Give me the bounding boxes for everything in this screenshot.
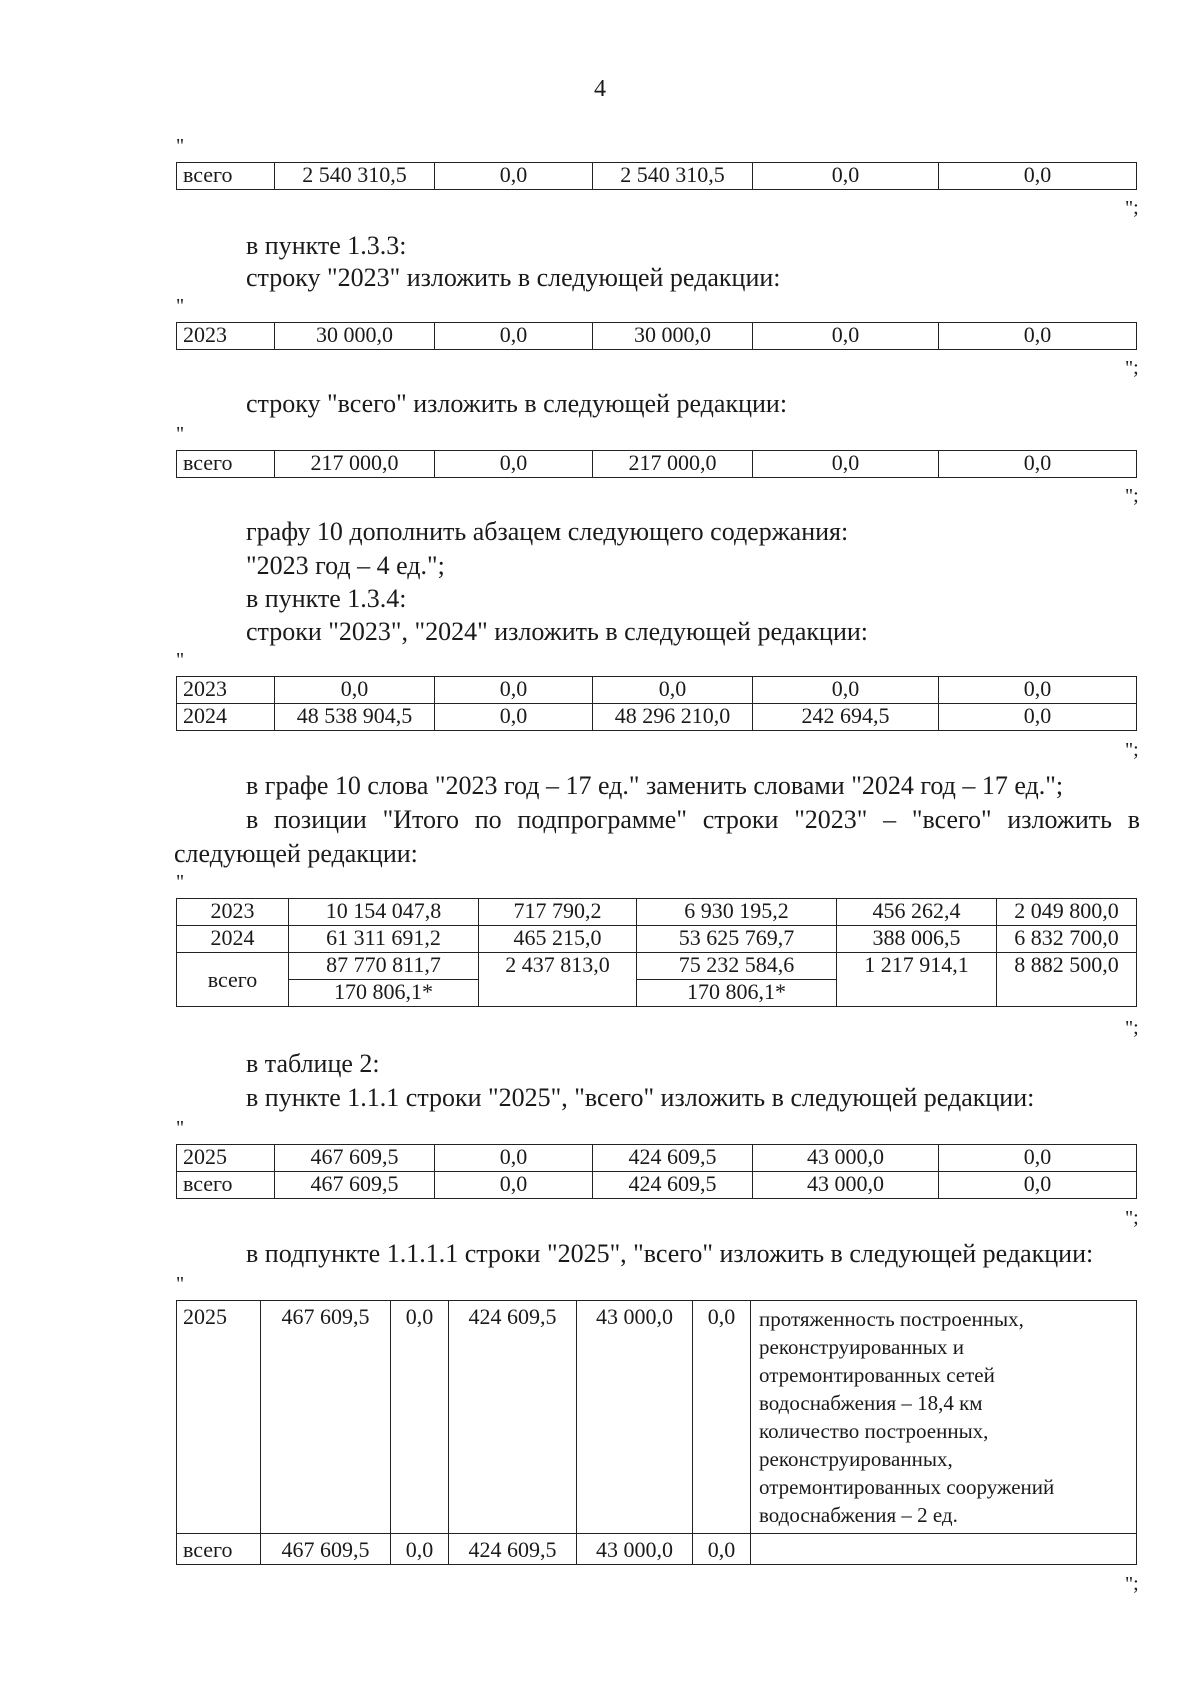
cell: 2023: [177, 323, 275, 350]
indicator-description: [751, 1301, 1137, 1534]
open-quote: ": [176, 1117, 185, 1139]
table-row: [177, 1301, 1137, 1534]
paragraph: "2023 год – 4 ед.";: [246, 551, 445, 580]
cell: 0,0: [939, 1172, 1137, 1199]
paragraph: строку "всего" изложить в следующей редакции:: [246, 389, 788, 418]
desc-line: реконструированных и: [759, 1335, 964, 1359]
cell: 43 000,0: [753, 1145, 939, 1172]
cell: 467 609,5: [275, 1145, 435, 1172]
cell: 43 000,0: [753, 1172, 939, 1199]
cell: 0,0: [435, 704, 593, 731]
paragraph: в пункте 1.1.1 строки "2025", "всего" изложить в следующей редакции:: [246, 1083, 1035, 1112]
cell: 87 770 811,7: [289, 953, 479, 980]
cell: 0,0: [391, 1301, 449, 1534]
cell: всего: [177, 1534, 261, 1565]
close-mark: ";: [1125, 485, 1139, 507]
cell: 0,0: [753, 451, 939, 478]
cell: 0,0: [693, 1534, 751, 1565]
table-rows-2025-total: [176, 1144, 1137, 1199]
close-mark: ";: [1125, 1207, 1139, 1229]
cell: 217 000,0: [275, 451, 435, 478]
cell: 717 790,2: [479, 899, 637, 926]
cell: 2 437 813,0: [479, 953, 637, 1007]
paragraph: графу 10 дополнить абзацем следующего содержания:: [246, 517, 849, 546]
cell: 2024: [177, 926, 289, 953]
cell: 465 215,0: [479, 926, 637, 953]
table-subitem-1-1-1-1: [176, 1300, 1137, 1565]
desc-line: протяженность построенных,: [759, 1307, 1024, 1331]
cell: 467 609,5: [261, 1301, 391, 1534]
close-mark: ";: [1125, 197, 1139, 219]
cell: 424 609,5: [593, 1145, 753, 1172]
open-quote: ": [176, 871, 185, 893]
cell: 30 000,0: [593, 323, 753, 350]
cell: 424 609,5: [449, 1301, 577, 1534]
paragraph: строки "2023", "2024" изложить в следующей редакции:: [246, 617, 869, 646]
desc-line: реконструированных,: [759, 1447, 953, 1471]
table-row: [177, 677, 1137, 704]
cell: 0,0: [435, 323, 593, 350]
close-mark: ";: [1125, 1017, 1139, 1039]
cell: 170 806,1*: [637, 980, 837, 1007]
open-quote: ": [176, 423, 185, 445]
cell: 2024: [177, 704, 275, 731]
cell: 6 832 700,0: [997, 926, 1137, 953]
cell: 61 311 691,2: [289, 926, 479, 953]
table-row: [177, 899, 1137, 926]
open-quote: ": [176, 135, 185, 157]
cell: 0,0: [939, 1145, 1137, 1172]
cell: 0,0: [753, 163, 939, 190]
cell: 0,0: [939, 163, 1137, 190]
cell: 48 538 904,5: [275, 704, 435, 731]
paragraph: в таблице 2:: [246, 1049, 380, 1078]
paragraph: в пункте 1.3.3:: [246, 231, 407, 260]
cell: 2023: [177, 899, 289, 926]
paragraph: строку "2023" изложить в следующей редакции:: [246, 263, 781, 292]
cell: 388 006,5: [837, 926, 997, 953]
cell: 0,0: [593, 677, 753, 704]
desc-line: водоснабжения – 2 ед.: [759, 1503, 958, 1527]
close-mark: ";: [1125, 357, 1139, 379]
cell: 1 217 914,1: [837, 953, 997, 1007]
cell: всего: [177, 163, 275, 190]
cell: 0,0: [435, 677, 593, 704]
cell: [751, 1534, 1137, 1565]
table-row-2023: [176, 322, 1137, 350]
cell: 6 930 195,2: [637, 899, 837, 926]
desc-line: отремонтированных сооружений: [759, 1475, 1055, 1499]
cell: 2025: [177, 1301, 261, 1534]
cell: 43 000,0: [577, 1534, 693, 1565]
cell: 2025: [177, 1145, 275, 1172]
cell: 0,0: [435, 1172, 593, 1199]
table-row: [177, 953, 1137, 980]
cell: 43 000,0: [577, 1301, 693, 1534]
cell: 2 540 310,5: [593, 163, 753, 190]
cell: 75 232 584,6: [637, 953, 837, 980]
cell: 0,0: [435, 163, 593, 190]
desc-line: водоснабжения – 18,4 км: [759, 1391, 983, 1415]
cell: 0,0: [391, 1534, 449, 1565]
cell: 0,0: [435, 1145, 593, 1172]
cell: 2023: [177, 677, 275, 704]
table-row: [177, 451, 1137, 478]
paragraph: следующей редакции:: [174, 839, 418, 868]
table-row: [177, 704, 1137, 731]
table-row: [177, 926, 1137, 953]
open-quote: ": [176, 295, 185, 317]
cell: 8 882 500,0: [997, 953, 1137, 1007]
cell: 467 609,5: [261, 1534, 391, 1565]
cell: 0,0: [939, 323, 1137, 350]
cell: 53 625 769,7: [637, 926, 837, 953]
cell: 0,0: [693, 1301, 751, 1534]
cell: 424 609,5: [449, 1534, 577, 1565]
close-mark: ";: [1125, 1573, 1139, 1595]
desc-line: количество построенных,: [759, 1419, 989, 1443]
paragraph: в графе 10 слова "2023 год – 17 ед." заменить словами "2024 год – 17 ед.";: [246, 771, 1064, 800]
cell: 0,0: [939, 704, 1137, 731]
cell: 0,0: [939, 451, 1137, 478]
cell: 0,0: [275, 677, 435, 704]
cell: всего: [177, 953, 289, 1007]
paragraph: в подпункте 1.1.1.1 строки "2025", "всего" изложить в следующей редакции:: [246, 1239, 1094, 1268]
cell: 2 540 310,5: [275, 163, 435, 190]
cell: всего: [177, 1172, 275, 1199]
cell: 0,0: [939, 677, 1137, 704]
open-quote: ": [176, 1273, 185, 1295]
cell: всего: [177, 451, 275, 478]
table-row: [177, 1145, 1137, 1172]
cell: 0,0: [753, 323, 939, 350]
cell: 0,0: [435, 451, 593, 478]
cell: 467 609,5: [275, 1172, 435, 1199]
cell: 217 000,0: [593, 451, 753, 478]
cell: 2 049 800,0: [997, 899, 1137, 926]
cell: 30 000,0: [275, 323, 435, 350]
open-quote: ": [176, 649, 185, 671]
cell: 170 806,1*: [289, 980, 479, 1007]
table-rows-2023-2024: [176, 676, 1137, 731]
cell: 10 154 047,8: [289, 899, 479, 926]
table-row: [177, 1534, 1137, 1565]
table-row: [177, 1172, 1137, 1199]
desc-line: отремонтированных сетей: [759, 1363, 995, 1387]
cell: 0,0: [753, 677, 939, 704]
table-subprogram-total: [176, 898, 1137, 1007]
page-number: 4: [594, 76, 606, 102]
cell: 242 694,5: [753, 704, 939, 731]
table-row: [177, 323, 1137, 350]
table-total-row: [176, 450, 1137, 478]
paragraph: в пункте 1.3.4:: [246, 584, 407, 613]
cell: 424 609,5: [593, 1172, 753, 1199]
cell: 48 296 210,0: [593, 704, 753, 731]
table-row: [177, 163, 1137, 190]
close-mark: ";: [1125, 739, 1139, 761]
cell: 456 262,4: [837, 899, 997, 926]
table-total-row: [176, 162, 1137, 190]
paragraph: в позиции "Итого по подпрограмме" строки "2023" – "всего" изложить в: [246, 805, 1140, 834]
